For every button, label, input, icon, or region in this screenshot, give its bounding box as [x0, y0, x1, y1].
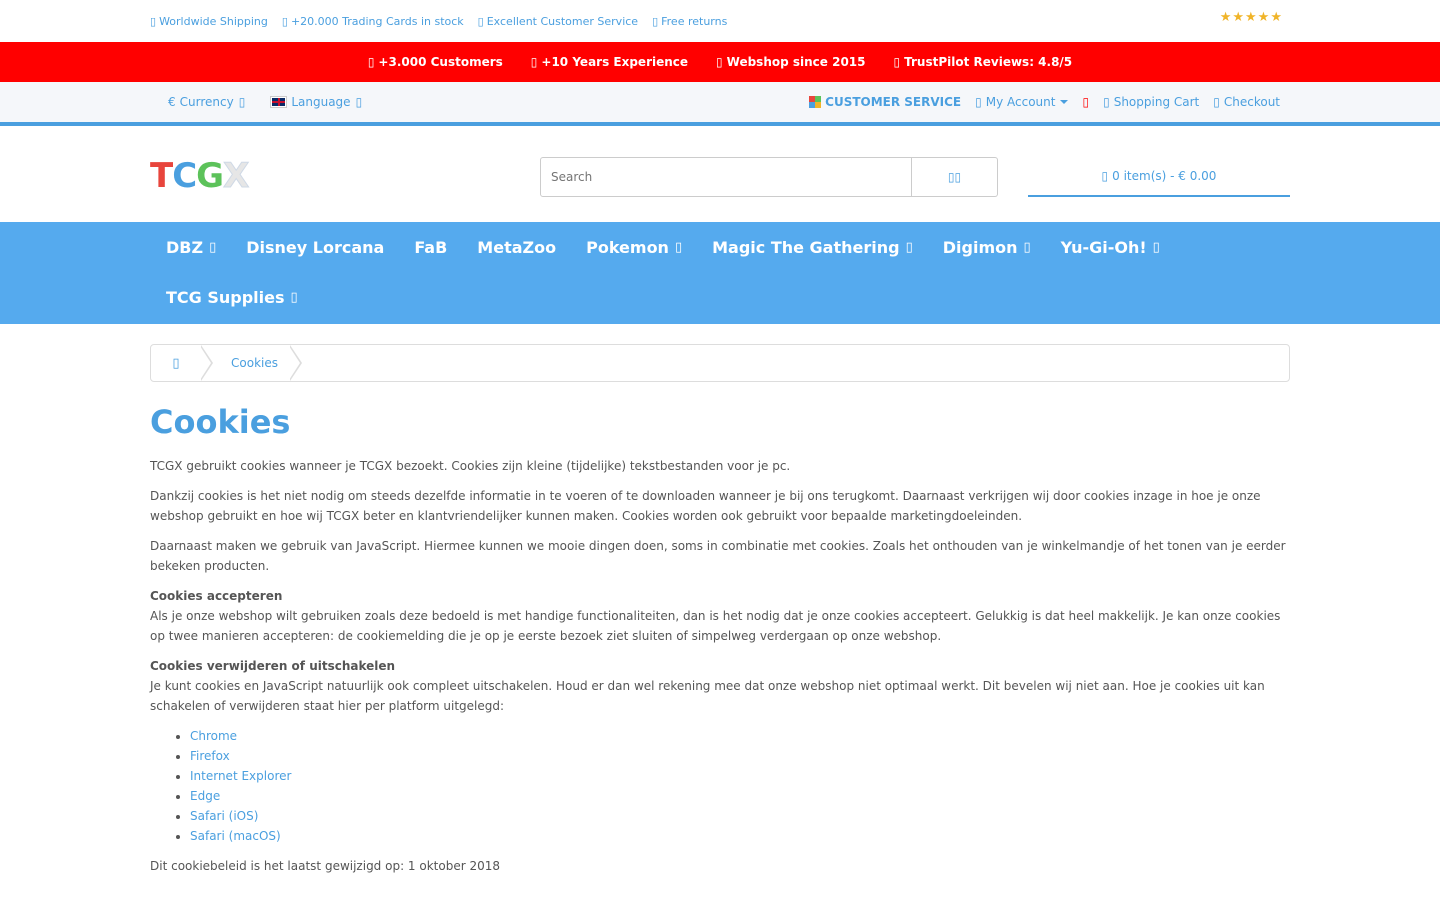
paragraph: Daarnaast maken we gebruik van JavaScript. Hiermee kunnen we mooie dingen doen, soms in combinatie met cookies. Zoals het onthouden van je winkelmandje of het tonen van je eerder bekeken producten.: [150, 539, 1286, 573]
paragraph: Je kunt cookies en JavaScript natuurlijk ook compleet uitschakelen. Houd er dan wel rekening mee dat onze webshop niet optimaal werkt. Dit bevelen wij niet aan. Hoe je cookies uit kan schakelen of verwijderen staat hier per platform uitgelegd:: [150, 679, 1265, 713]
section-heading-remove: Cookies verwijderen of uitschakelen: [150, 659, 396, 673]
nav-item-digimon[interactable]: [943, 238, 1031, 257]
customer-service-icon: [809, 96, 821, 108]
nav-label: Digimon: [942, 237, 1018, 257]
browser-list: [190, 726, 1290, 846]
usp-trading-cards: [282, 15, 464, 28]
chevron-down-icon: ▯: [238, 95, 246, 109]
nav-label: Pokemon: [586, 237, 669, 257]
search-box: [540, 157, 998, 197]
checkout-label: Checkout: [1223, 95, 1280, 109]
cart-icon: ▯: [1103, 95, 1110, 109]
nav-item-disney-lorcana[interactable]: [246, 238, 384, 257]
cookie-policy-text: [150, 456, 1290, 876]
usp-label: +20.000 Trading Cards in stock: [290, 14, 464, 28]
browser-link-chrome[interactable]: Chrome: [190, 729, 238, 743]
promo-experience: [531, 55, 688, 69]
last-modified-note: Dit cookiebeleid is het laatst gewijzigd op: 1 oktober 2018: [150, 859, 501, 873]
nav-item-fab[interactable]: [414, 238, 447, 257]
search-input[interactable]: [540, 157, 912, 197]
list-item: [190, 766, 1290, 786]
search-button[interactable]: [912, 157, 998, 197]
truck-icon: ▯: [150, 14, 157, 28]
shop-icon: ▯: [716, 55, 723, 69]
usp-label: Excellent Customer Service: [486, 14, 639, 28]
browser-link-safari-macos[interactable]: Safari (macOS): [190, 829, 281, 843]
browser-link-safari-ios[interactable]: Safari (iOS): [190, 809, 259, 823]
shopping-cart-link[interactable]: [1103, 95, 1199, 109]
share-icon: ▯: [1213, 95, 1220, 109]
page-title: Cookies: [150, 403, 291, 441]
list-item: [190, 826, 1290, 846]
paragraph: Als je onze webshop wilt gebruiken zoals deze bedoeld is met handige functionaliteiten, dan is het nodig dat je onze cookies accepteert. Gelukkig is dat heel makkelijk. Je kan onze cookies op twee manieren accepteren: de cookiemelding die je op je eerste bezoek ziet sluiten of simpelweg verdergaan op onze webshop.: [150, 609, 1281, 643]
promo-trustpilot[interactable]: [894, 55, 1073, 69]
shopping-cart-label: Shopping Cart: [1113, 95, 1200, 109]
browser-link-firefox[interactable]: Firefox: [190, 749, 230, 763]
breadcrumb-home-icon[interactable]: ▯: [172, 355, 180, 371]
nav-label: Disney Lorcana: [246, 237, 385, 257]
usp-free-returns: [652, 15, 727, 28]
nav-label: Yu-Gi-Oh!: [1060, 237, 1147, 257]
main-nav: [0, 222, 1440, 324]
nav-item-dbz[interactable]: [166, 238, 216, 257]
chevron-down-icon: ▯: [905, 239, 913, 255]
nav-item-metazoo[interactable]: [477, 238, 556, 257]
chevron-down-icon: ▯: [1023, 239, 1031, 255]
customer-service-link[interactable]: [809, 95, 961, 109]
list-item: [190, 746, 1290, 766]
language-dropdown[interactable]: [271, 95, 362, 109]
promo-label: Webshop since 2015: [726, 55, 866, 69]
site-header: [0, 126, 1440, 222]
nav-label: DBZ: [166, 237, 204, 257]
breadcrumb-separator: [201, 345, 213, 381]
uk-flag-icon: [271, 97, 286, 107]
chevron-down-icon: ▯: [290, 289, 298, 305]
paragraph: Dankzij cookies is het niet nodig om steeds dezelfde informatie in te voeren of te downloaden wanneer je bij ons terugkomt. Daarnaast verkrijgen wij door cookies inzage in hoe je onze webshop gebruikt en hoe wij TCGX beter en klantvriendelijker kunnen maken. Cookies worden ook gebruikt voor bepaalde marketingdoeleinden.: [150, 489, 1261, 523]
nav-label: Magic The Gathering: [712, 237, 900, 257]
account-bar: [0, 82, 1440, 126]
language-label: Language: [291, 95, 351, 109]
nav-item-tcg-supplies[interactable]: [166, 288, 298, 307]
chevron-down-icon: ▯: [209, 239, 217, 255]
promo-label: +3.000 Customers: [378, 55, 503, 69]
nav-label: MetaZoo: [477, 237, 557, 257]
promo-label: +10 Years Experience: [541, 55, 689, 69]
promo-customers: [368, 55, 503, 69]
usp-customer-service: [478, 15, 638, 28]
wishlist-heart-icon[interactable]: ▯: [1082, 95, 1090, 109]
cart-icon: ▯: [1101, 169, 1109, 183]
returns-icon: ▯: [652, 14, 659, 28]
euro-icon: €: [168, 95, 176, 109]
usp-label: Worldwide Shipping: [159, 14, 268, 28]
service-icon: ▯: [477, 14, 484, 28]
rating-stars[interactable]: ★★★★★: [1219, 10, 1283, 25]
promo-bar: [0, 42, 1440, 82]
promo-label: TrustPilot Reviews: 4.8/5: [904, 55, 1073, 69]
checkout-link[interactable]: [1213, 95, 1280, 109]
logo-letter: X: [223, 156, 249, 196]
my-account-label: My Account: [985, 95, 1056, 109]
customer-service-label: CUSTOMER SERVICE: [825, 95, 962, 109]
search-icon: ▯▯: [947, 170, 962, 184]
breadcrumb: [150, 344, 1290, 382]
list-item: [190, 726, 1290, 746]
section-heading-accept: Cookies accepteren: [150, 589, 283, 603]
usp-label: Free returns: [661, 14, 728, 28]
cart-summary: 0 item(s) - € 0.00: [1112, 169, 1217, 183]
nav-label: TCG Supplies: [166, 287, 285, 307]
logo-letter: G: [196, 156, 224, 196]
chevron-down-icon: ▯: [674, 239, 683, 255]
nav-item-magic-the-gathering[interactable]: [712, 238, 913, 257]
cart-button[interactable]: [1028, 157, 1290, 197]
usp-worldwide-shipping: [150, 15, 268, 28]
caret-down-icon: [1060, 100, 1068, 104]
chevron-down-icon: ▯: [1152, 239, 1160, 255]
logo-letter: C: [172, 156, 197, 196]
currency-dropdown[interactable]: [168, 95, 245, 109]
main-content: [150, 344, 1290, 876]
nav-item-pokemon[interactable]: [586, 238, 682, 257]
cards-icon: ▯: [281, 14, 288, 28]
currency-label: Currency: [179, 95, 234, 109]
logo-letter: T: [150, 156, 173, 196]
nav-label: FaB: [414, 237, 448, 257]
award-icon: ▯: [530, 55, 538, 69]
nav-item-yu-gi-oh[interactable]: [1061, 238, 1160, 257]
my-account-dropdown[interactable]: [975, 95, 1068, 109]
list-item: [190, 806, 1290, 826]
browser-link-edge[interactable]: Edge: [190, 789, 221, 803]
chevron-down-icon: ▯: [355, 95, 363, 109]
usp-bar: [0, 0, 1440, 42]
promo-webshop-since: [716, 55, 865, 69]
tcgx-logo[interactable]: [150, 156, 248, 196]
browser-link-internet-explorer[interactable]: Internet Explorer: [190, 769, 292, 783]
list-item: [190, 786, 1290, 806]
users-icon: ▯: [367, 55, 375, 69]
breadcrumb-separator: [290, 345, 302, 381]
paragraph: TCGX gebruikt cookies wanneer je TCGX bezoekt. Cookies zijn kleine (tijdelijke) tekstbestanden voor je pc.: [150, 459, 791, 473]
star-icon: ▯: [893, 55, 901, 69]
breadcrumb-item-cookies[interactable]: Cookies: [231, 356, 278, 370]
user-icon: ▯: [975, 95, 982, 109]
